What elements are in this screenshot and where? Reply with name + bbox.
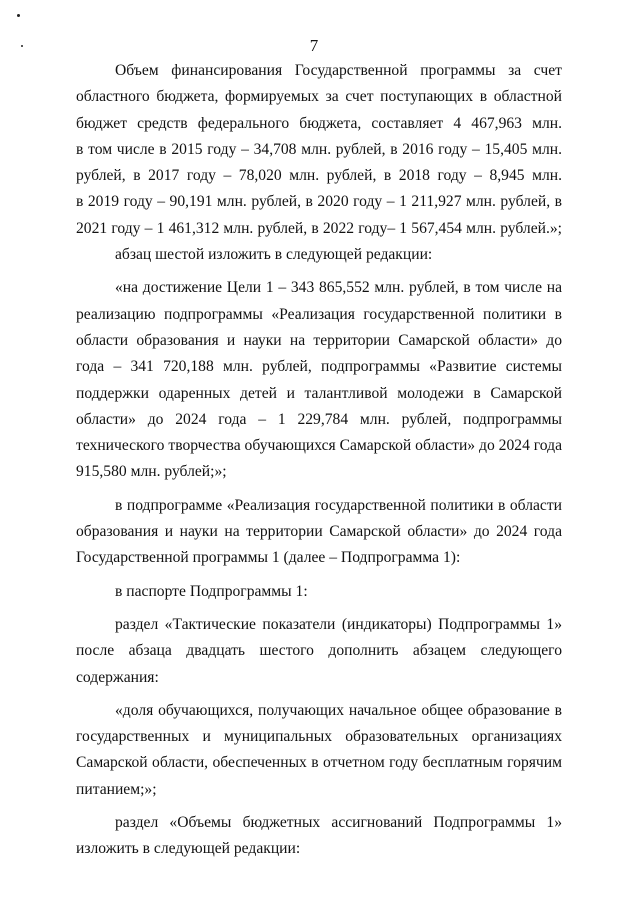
text-line: в 2019 году – 90,191 млн. рублей, в 2020 году – 1 211,927 млн. рублей, в (76, 193, 562, 211)
text-line: раздел «Объемы бюджетных ассигнований Подпрограммы 1» (115, 814, 562, 832)
paragraph-passport (76, 579, 562, 605)
text-line: рублей, в 2017 году – 78,020 млн. рублей, в 2018 году – 8,945 млн. (76, 167, 562, 185)
text-line: года – 341 720,188 млн. рублей, подпрограммы «Развитие системы (76, 358, 562, 376)
text-line: изложить в следующей редакции: (76, 840, 301, 858)
text-line: содержания: (76, 668, 159, 686)
text-line: технического творчества обучающихся Самарской области» до 2024 года (76, 437, 562, 455)
paragraph-subprogram-intro (76, 493, 562, 572)
document-body (76, 58, 562, 863)
text-line: реализацию подпрограммы «Реализация государственной политики в (76, 305, 562, 323)
text-line: в паспорте Подпрограммы 1: (115, 582, 308, 600)
text-line: в подпрограмме «Реализация государственной политики в области (115, 496, 562, 514)
text-line: образования и науки на территории Самарской области» до 2024 года (76, 523, 562, 541)
text-line: области образования и науки на территории Самарской области» до (76, 331, 562, 349)
text-line: «на достижение Цели 1 – 343 865,552 млн. рублей, в том числе на (115, 279, 562, 297)
text-line: бюджет средств федерального бюджета, составляет 4 467,963 млн. (76, 114, 562, 132)
text-line: в том числе в 2015 году – 34,708 млн. рублей, в 2016 году – 15,405 млн. (76, 140, 562, 158)
text-line: после абзаца двадцать шестого дополнить абзацем следующего (76, 642, 562, 660)
scan-speck (17, 14, 20, 17)
paragraph-goal-one (76, 275, 562, 485)
paragraph-tactical-indicators (76, 612, 562, 691)
text-line: Государственной программы 1 (далее – Подпрограмма 1): (76, 549, 461, 567)
paragraph-gap (76, 605, 562, 612)
text-line: поддержки одаренных детей и талантливой молодежи в Самарской (76, 384, 562, 402)
paragraph-gap (76, 572, 562, 579)
text-line: абзац шестой изложить в следующей редакции: (115, 246, 433, 264)
text-line: Объем финансирования Государственной программы за счет (115, 62, 562, 79)
paragraph-gap (76, 268, 562, 275)
paragraph-gap (76, 803, 562, 810)
paragraph-budget-allocations (76, 810, 562, 863)
page-number: 7 (309, 36, 319, 55)
text-line: областного бюджета, формируемых за счет поступающих в областной (76, 88, 562, 106)
paragraph-gap (76, 486, 562, 493)
paragraph-six-instruction (76, 242, 562, 268)
paragraph-funding-total (76, 58, 562, 242)
text-line: государственных и муниципальных образовательных организациях (76, 728, 562, 746)
text-line: раздел «Тактические показатели (индикаторы) Подпрограммы 1» (115, 615, 562, 633)
text-line: 915,580 млн. рублей;»; (76, 463, 227, 481)
text-line: области» до 2024 года – 1 229,784 млн. рублей, подпрограммы (76, 410, 562, 428)
text-line: Самарской области, обеспеченных в отчетном году бесплатным горячим (76, 754, 562, 772)
text-line: «доля обучающихся, получающих начальное общее образование в (115, 701, 562, 719)
text-line: 2021 году – 1 461,312 млн. рублей, в 2022 году– 1 567,454 млн. рублей.»; (76, 219, 562, 237)
paragraph-gap (76, 691, 562, 698)
text-line: питанием;»; (76, 780, 157, 798)
paragraph-hot-meals-share (76, 698, 562, 803)
